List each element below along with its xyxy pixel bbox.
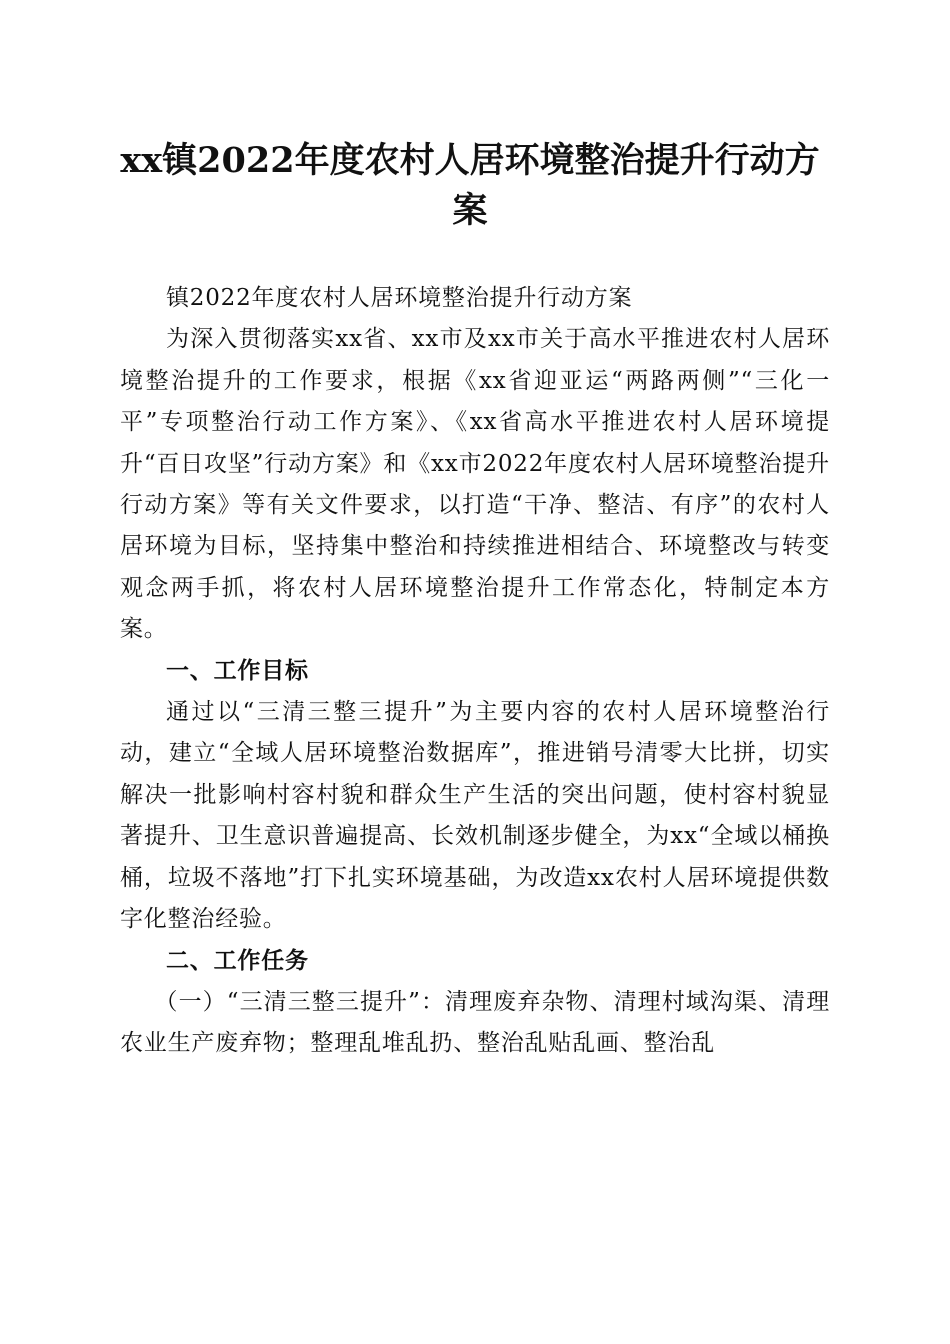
tasks-item-1: （一）“三清三整三提升”：清理废弃杂物、清理村域沟渠、清理农业生产废弃物；整理乱堆乱扔、整治乱贴乱画、整治乱 xyxy=(120,988,830,1057)
section-heading-tasks: 二、工作任务 xyxy=(166,947,309,974)
intro-paragraph: 为深入贯彻落实xx省、xx市及xx市关于高水平推进农村人居环境整治提升的工作要求，根据《xx省迎亚运“两路两侧”“三化一平”专项整治行动工作方案》、《xx省高水平推进农村人居环境提升“百日攻坚”行动方案》和《xx市2022年度农村人居环境整治提升行动方案》等有关文件要求，以打造“干净、整洁、有序”的农村人居环境为目标，坚持集中整治和持续推进相结合、环境整改与转变观念两手抓，将农村人居环境整治提升工作常态化，特制定本方案。 xyxy=(120,326,830,643)
section-heading-goals: 一、工作目标 xyxy=(166,657,309,684)
document-body xyxy=(120,278,830,1065)
goals-paragraph: 通过以“三清三整三提升”为主要内容的农村人居环境整治行动，建立“全域人居环境整治数据库”，推进销号清零大比拼，切实解决一批影响村容村貌和群众生产生活的突出问题，使村容村貌显著提升、卫生意识普遍提高、长效机制逐步健全，为xx“全域以桶换桶，垃圾不落地”打下扎实环境基础，为改造xx农村人居环境提供数字化整治经验。 xyxy=(120,699,830,933)
document-title: xx镇2022年度农村人居环境整治提升行动方案 xyxy=(120,140,820,231)
subtitle-line: 镇2022年度农村人居环境整治提升行动方案 xyxy=(166,285,633,311)
